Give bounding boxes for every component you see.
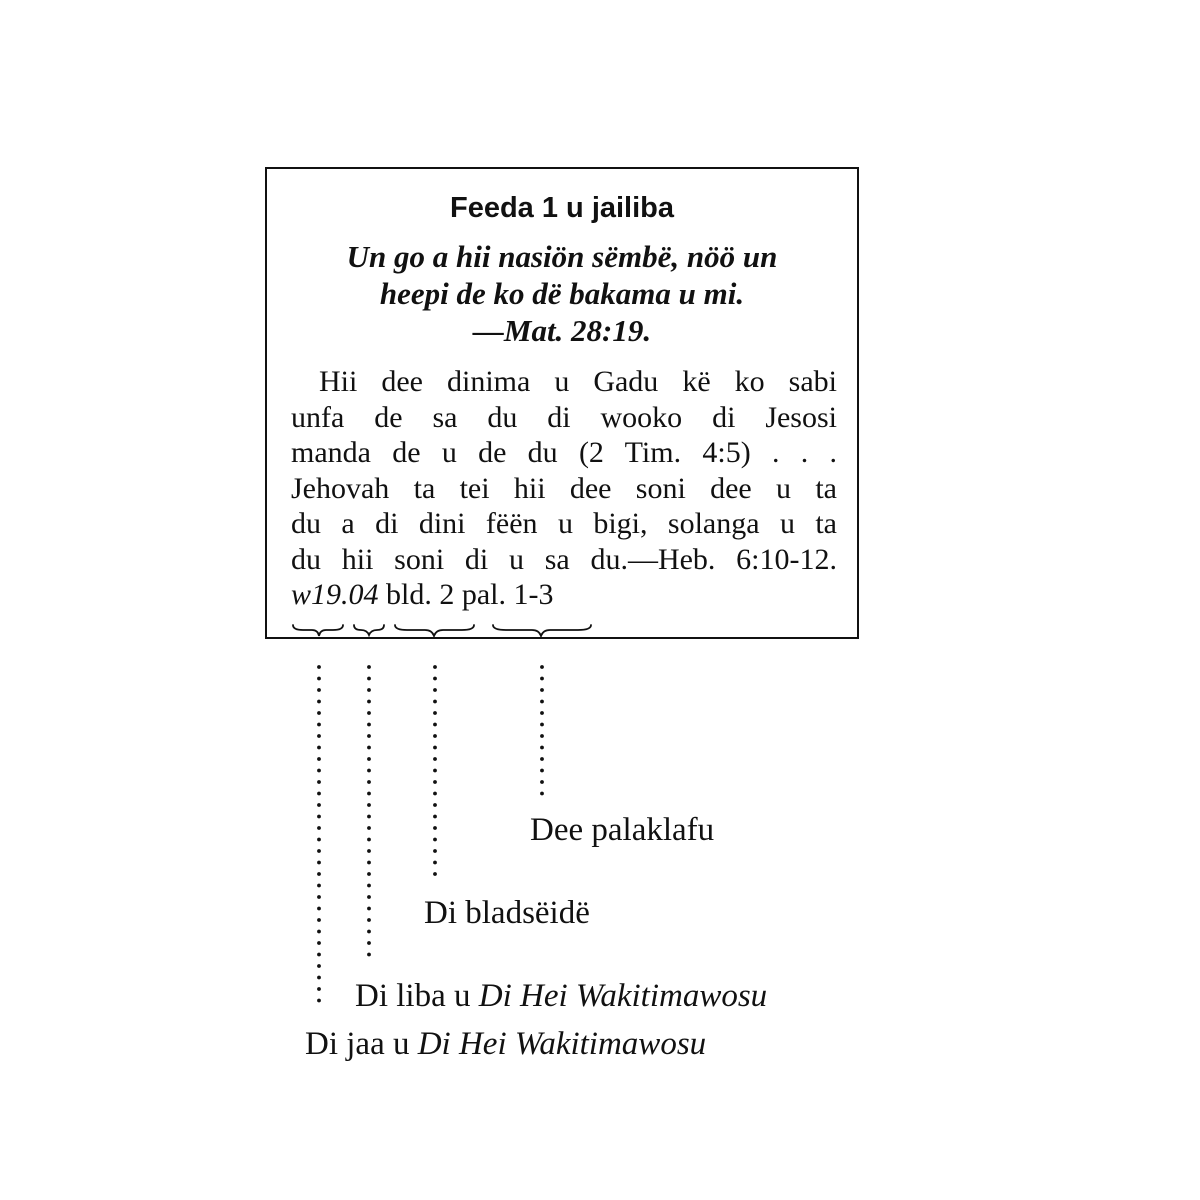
- brace-page: [395, 625, 474, 636]
- leader-dot: [540, 665, 544, 669]
- leader-dot: [540, 677, 544, 681]
- leader-dot: [433, 792, 437, 796]
- label-year: [305, 1024, 706, 1064]
- leader-dot: [540, 700, 544, 704]
- leader-dot: [367, 815, 371, 819]
- verse-citation: —Mat. 28:19.: [472, 313, 652, 348]
- leader-dot: [367, 826, 371, 830]
- leader-dot: [317, 884, 321, 888]
- leader-dot: [317, 907, 321, 911]
- leader-dot: [433, 838, 437, 842]
- leader-dot: [540, 792, 544, 796]
- leader-dot: [433, 746, 437, 750]
- leader-dot: [367, 953, 371, 957]
- leader-dot: [433, 757, 437, 761]
- verse-line: Un go a hii nasiön sëmbë, nöö un: [346, 239, 778, 274]
- leader-dot: [317, 688, 321, 692]
- leader-dot: [367, 677, 371, 681]
- label-issue-title: Di Hei Wakitimawosu: [478, 978, 768, 1014]
- leader-dot: [540, 780, 544, 784]
- leader-dot: [317, 734, 321, 738]
- commentary-line: Jehovah ta tei hii dee soni dee u ta: [291, 471, 837, 505]
- leader-dot: [367, 895, 371, 899]
- leader-dot: [367, 723, 371, 727]
- leader-dot: [317, 895, 321, 899]
- leader-dot: [367, 884, 371, 888]
- leader-dot: [433, 677, 437, 681]
- leader-publication: [317, 665, 321, 1002]
- leader-dot: [317, 700, 321, 704]
- leader-dot: [367, 792, 371, 796]
- leader-dot: [317, 757, 321, 761]
- leader-dot: [433, 734, 437, 738]
- leader-dot: [317, 987, 321, 991]
- leader-dot: [317, 838, 321, 842]
- leader-dot: [433, 780, 437, 784]
- brace-publication: [293, 625, 343, 636]
- leader-dot: [317, 872, 321, 876]
- leader-dot: [367, 746, 371, 750]
- label-year-text: Di jaa u: [305, 1026, 418, 1062]
- leader-dot: [317, 861, 321, 865]
- leader-dot: [367, 665, 371, 669]
- leader-dot: [540, 711, 544, 715]
- leader-dot: [367, 769, 371, 773]
- label-issue: [355, 976, 767, 1016]
- leader-dot: [367, 861, 371, 865]
- leader-dot: [317, 999, 321, 1003]
- leader-dot: [317, 723, 321, 727]
- leader-dot: [367, 780, 371, 784]
- leader-dot: [540, 769, 544, 773]
- leader-dot: [540, 734, 544, 738]
- reference-paragraphs: pal. 1-3: [461, 578, 554, 611]
- commentary-line: manda de u de du (2 Tim. 4:5) . . .: [291, 436, 837, 469]
- reference-publication: w19: [291, 578, 342, 611]
- leader-dot: [317, 780, 321, 784]
- leader-dot: [367, 757, 371, 761]
- leader-dot: [367, 803, 371, 807]
- leader-dot: [317, 918, 321, 922]
- leader-page: [433, 665, 437, 876]
- leader-dot: [367, 907, 371, 911]
- leader-dot: [367, 734, 371, 738]
- brace-issue: [354, 625, 384, 635]
- commentary-line: du hii soni di u sa du.—Heb. 6:10-12.: [291, 542, 837, 576]
- reference-issue: .04: [341, 578, 379, 611]
- leader-dot: [317, 953, 321, 957]
- leader-dot: [317, 746, 321, 750]
- label-issue-text: Di liba u: [355, 978, 479, 1014]
- leader-dot: [433, 815, 437, 819]
- box-title: Feeda 1 u jailiba: [449, 192, 675, 224]
- leader-dot: [367, 930, 371, 934]
- label-year-title: Di Hei Wakitimawosu: [417, 1026, 707, 1062]
- leader-dot: [433, 803, 437, 807]
- leader-dot: [433, 861, 437, 865]
- leader-dot: [317, 849, 321, 853]
- leader-dot: [317, 815, 321, 819]
- brace-paragraphs: [493, 625, 591, 636]
- leader-dot: [367, 849, 371, 853]
- leader-dot: [540, 757, 544, 761]
- leader-dot: [433, 711, 437, 715]
- leader-dot: [433, 849, 437, 853]
- leader-dot: [540, 746, 544, 750]
- leader-dot: [433, 688, 437, 692]
- leader-dot: [317, 677, 321, 681]
- leader-dot: [433, 700, 437, 704]
- leader-dot: [367, 918, 371, 922]
- leader-dot: [317, 930, 321, 934]
- leader-dot: [367, 711, 371, 715]
- label-page: Di bladsëidë: [424, 895, 590, 931]
- leader-paragraphs: [540, 665, 544, 795]
- leader-dot: [317, 964, 321, 968]
- leader-dot: [317, 803, 321, 807]
- label-paragraphs: Dee palaklafu: [530, 812, 715, 848]
- leader-dot: [433, 826, 437, 830]
- leader-dot: [317, 792, 321, 796]
- leader-dot: [367, 838, 371, 842]
- leader-dot: [367, 700, 371, 704]
- reference-page: bld. 2: [386, 578, 455, 611]
- leader-dot: [367, 688, 371, 692]
- leader-dot: [433, 723, 437, 727]
- commentary-line: Hii dee dinima u Gadu kë ko sabi: [319, 365, 837, 398]
- commentary-line: du a di dini fëën u bigi, solanga u ta: [291, 507, 837, 540]
- leader-dot: [433, 872, 437, 876]
- leader-dot: [317, 769, 321, 773]
- leader-dot: [317, 941, 321, 945]
- leader-dot: [317, 976, 321, 980]
- leader-dot: [433, 769, 437, 773]
- leader-dot: [433, 665, 437, 669]
- leader-dot: [317, 711, 321, 715]
- leader-dot: [540, 723, 544, 727]
- commentary-line: unfa de sa du di wooko di Jesosi: [291, 400, 837, 434]
- leader-dot: [317, 665, 321, 669]
- leader-issue: [367, 665, 371, 956]
- leader-dot: [367, 872, 371, 876]
- verse-line: heepi de ko dë bakama u mi.: [379, 276, 745, 311]
- leader-dot: [540, 688, 544, 692]
- leader-dot: [317, 826, 321, 830]
- leader-dot: [367, 941, 371, 945]
